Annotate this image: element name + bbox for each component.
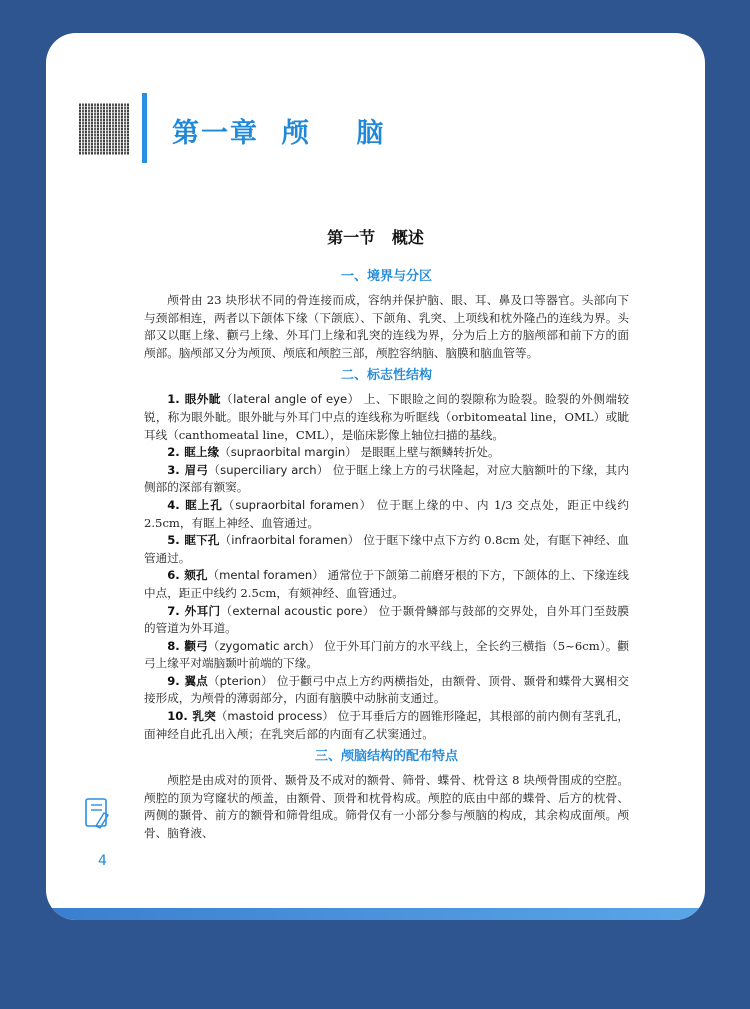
landmark-english-term: （lateral angle of eye）: [221, 392, 360, 407]
landmark-item: [144, 532, 629, 567]
landmark-item: [144, 603, 629, 638]
landmark-number: 3.: [167, 462, 180, 477]
paragraph-distribution: 颅腔是由成对的顶骨、颞骨及不成对的额骨、筛骨、蝶骨、枕骨这 8 块颅骨围成的空腔。颅腔的顶为穹窿状的颅盖，由额骨、顶骨和枕骨构成。颅腔的底由中部的蝶骨、后方的枕骨、两侧的颞骨、前方的额骨和筛骨组成。筛骨仅有一小部分参与颅脑的构成，其余构成面颅。颅骨、脑脊液、: [144, 773, 629, 841]
page-content: [144, 263, 629, 843]
landmark-term: 外耳门: [184, 603, 221, 618]
landmark-description: 位于颧弓中点上方约两横指处，由额骨、顶骨、颞骨和蝶骨大翼相交接形成，为颅骨的薄弱部分，内面有脑膜中动脉前支通过。: [144, 673, 629, 706]
landmark-item: [144, 638, 629, 673]
landmark-number: 1.: [167, 392, 180, 407]
landmark-english-term: （superciliary arch）: [208, 462, 329, 477]
landmark-item: [144, 462, 629, 497]
book-icon: [82, 796, 112, 830]
landmark-description: 位于颞骨鳞部与鼓部的交界处，自外耳门至鼓膜的管道为外耳道。: [144, 603, 629, 636]
landmark-term: 眶上孔: [184, 497, 223, 512]
chapter-rule: [142, 93, 147, 163]
book-page: [46, 33, 705, 920]
landmark-english-term: （supraorbital foramen）: [222, 497, 373, 512]
landmark-number: 5.: [167, 533, 180, 548]
subsection-title-1: 一、境界与分区: [340, 269, 432, 284]
landmark-description: 通常位于下颌第二前磨牙根的下方，下颌体的上、下缘连线中点，距正中线约 2.5cm，有颏神经、血管通过。: [144, 568, 629, 600]
chapter-title: 第一章 颅 脑: [172, 118, 386, 149]
landmark-english-term: （zygomatic arch）: [207, 638, 321, 653]
landmark-term: 眶上缘: [184, 445, 220, 460]
landmark-term: 乳突: [192, 709, 216, 724]
landmark-description: 位于耳垂后方的圆锥形隆起，其根部的前内侧有茎乳孔，面神经自此孔出入颅；在乳突后部的内面有乙状窦通过。: [144, 709, 629, 741]
landmark-term: 颧弓: [184, 638, 208, 653]
page-bottom-band: [46, 908, 705, 920]
landmark-number: 8.: [167, 638, 180, 653]
landmark-number: 10.: [167, 709, 188, 724]
landmark-description: 上、下眼睑之间的裂隙称为睑裂。睑裂的外侧端较锐，称为眼外眦。眼外眦与外耳门中点的连线称为听眶线（orbitomeatal line，OML）或眦耳线（canthomeatal line，CML），是临床影像上轴位扫描的基线。: [144, 392, 629, 442]
landmark-description: 位于眶下缘中点下方约 0.8cm 处，有眶下神经、血管通过。: [144, 533, 629, 565]
subsection-title-2: 二、标志性结构: [340, 368, 432, 384]
landmark-item: [144, 497, 629, 532]
landmark-item: [144, 391, 629, 444]
landmark-term: 眉弓: [184, 462, 209, 477]
landmark-item: [144, 708, 629, 743]
landmark-english-term: （infraorbital foramen）: [219, 533, 360, 548]
landmark-term: 颏孔: [184, 568, 208, 583]
landmark-item: [144, 444, 629, 462]
landmark-number: 9.: [167, 673, 180, 688]
landmark-english-term: （external acoustic pore）: [220, 603, 375, 618]
landmark-item: [144, 567, 629, 602]
section-title: 第一节 概述: [327, 228, 424, 247]
landmark-term: 眼外眦: [184, 392, 221, 407]
landmark-number: 6.: [167, 568, 180, 583]
landmark-term: 眶下孔: [184, 533, 220, 548]
landmark-number: 7.: [167, 603, 180, 618]
subsection-title-3: 三、颅脑结构的配布特点: [314, 749, 458, 765]
landmark-term: 翼点: [184, 673, 208, 688]
qr-code: [79, 103, 129, 155]
landmark-english-term: （mastoid process）: [215, 709, 335, 724]
landmark-description: 位于外耳门前方的水平线上，全长约三横指（5~6cm）。颧弓上缘平对端脑颞叶前端的下缘。: [144, 638, 629, 671]
landmark-item: [144, 673, 629, 708]
landmark-description: 是眼眶上壁与额鳞转折处。: [356, 445, 500, 460]
landmark-english-term: （supraorbital margin）: [219, 445, 357, 460]
page-number: 4: [98, 853, 107, 869]
landmark-number: 4.: [167, 497, 180, 512]
landmark-english-term: （pterion）: [207, 673, 274, 688]
landmark-number: 2.: [167, 445, 180, 460]
landmark-list: [144, 391, 629, 743]
landmark-description: 位于眶上缘的中、内 1/3 交点处，距正中线约 2.5cm，有眶上神经、血管通过。: [144, 497, 629, 530]
landmark-english-term: （mental foramen）: [207, 568, 324, 583]
paragraph-boundary: 颅骨由 23 块形状不同的骨连接而成，容纳并保护脑、眼、耳、鼻及口等器官。头部向下与颈部相连，两者以下颌体下缘（下颌底）、下颌角、乳突、上项线和枕外隆凸的连线为界。头部又以眶上缘、颧弓上缘、外耳门上缘和乳突的连线为界，分为后上方的脑颅部和前下方的面颅部。脑颅部又分为颅顶、颅底和颅腔三部，颅腔容纳脑、脑膜和脑血管等。: [144, 293, 629, 360]
landmark-description: 位于眶上缘上方的弓状隆起，对应大脑额叶的下缘，其内侧部的深部有额窦。: [144, 462, 629, 495]
